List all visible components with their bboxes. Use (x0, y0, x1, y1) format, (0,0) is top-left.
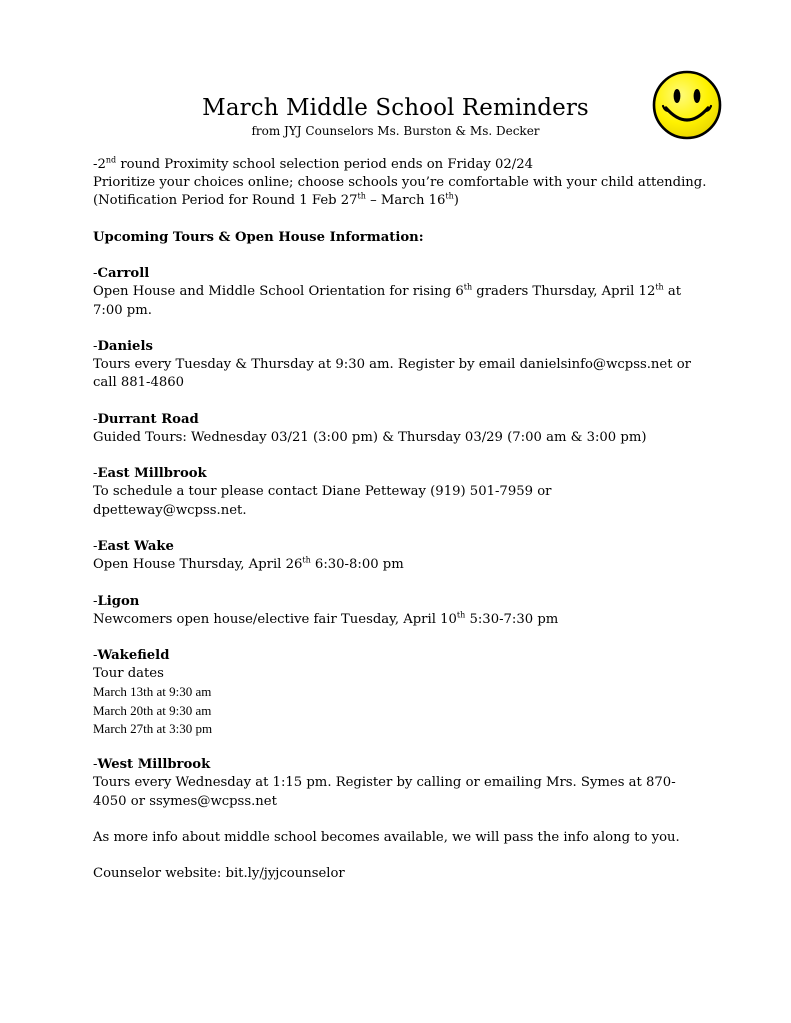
wakefield-line-1: Tour dates (93, 666, 164, 682)
school-heading-ligon: -Ligon (93, 593, 140, 609)
school-heading-east-wake: -East Wake (93, 538, 174, 554)
smiley-face-icon (652, 70, 722, 140)
durrant-line-1: Guided Tours: Wednesday 03/21 (3:00 pm) & Thursday 03/29 (7:00 am & 3:00 pm) (93, 429, 647, 445)
school-heading-durrant-road: -Durrant Road (93, 411, 199, 427)
ligon-line-1: Newcomers open house/elective fair Tuesday, April 10th 5:30-7:30 pm (93, 610, 559, 627)
east-millbrook-line-1: To schedule a tour please contact Diane Petteway (919) 501-7959 or (93, 484, 552, 500)
school-heading-daniels: -Daniels (93, 338, 153, 354)
section-heading: Upcoming Tours & Open House Information: (93, 229, 424, 245)
page-title: March Middle School Reminders (202, 95, 589, 121)
school-heading-wakefield: -Wakefield (93, 648, 170, 664)
document-body (93, 156, 733, 884)
closing-note: As more info about middle school becomes available, we will pass the info along to you. (93, 829, 680, 845)
daniels-line-2: call 881-4860 (93, 375, 185, 391)
east-wake-line-1: Open House Thursday, April 26th 6:30-8:00 pm (93, 555, 404, 573)
school-heading-west-millbrook: -West Millbrook (93, 757, 211, 773)
wakefield-date-1: March 13th at 9:30 am (93, 684, 212, 700)
carroll-line-2: 7:00 pm. (93, 302, 152, 318)
counselor-website: Counselor website: bit.ly/jyjcounselor (93, 866, 345, 882)
wakefield-date-3: March 27th at 3:30 pm (93, 720, 213, 736)
school-heading-east-millbrook: -East Millbrook (93, 466, 207, 482)
daniels-line-1: Tours every Tuesday & Thursday at 9:30 am. Register by email danielsinfo@wcpss.net or (93, 357, 691, 373)
page-subtitle: from JYJ Counselors Ms. Burston & Ms. Decker (251, 124, 540, 138)
intro-line-1: -2nd round Proximity school selection period ends on Friday 02/24 (93, 155, 533, 172)
east-millbrook-line-2: dpetteway@wcpss.net. (93, 502, 247, 518)
school-heading-carroll: -Carroll (93, 266, 150, 282)
intro-line-3: (Notification Period for Round 1 Feb 27th – March 16th) (93, 191, 459, 209)
carroll-line-1: Open House and Middle School Orientation for rising 6th graders Thursday, April 12th at (93, 282, 682, 300)
west-millbrook-line-1: Tours every Wednesday at 1:15 pm. Register by calling or emailing Mrs. Symes at 870- (93, 775, 676, 791)
west-millbrook-line-2: 4050 or ssymes@wcpss.net (93, 793, 277, 809)
intro-line-2: Prioritize your choices online; choose schools you’re comfortable with your child attending. (93, 175, 707, 191)
wakefield-date-2: March 20th at 9:30 am (93, 702, 212, 718)
